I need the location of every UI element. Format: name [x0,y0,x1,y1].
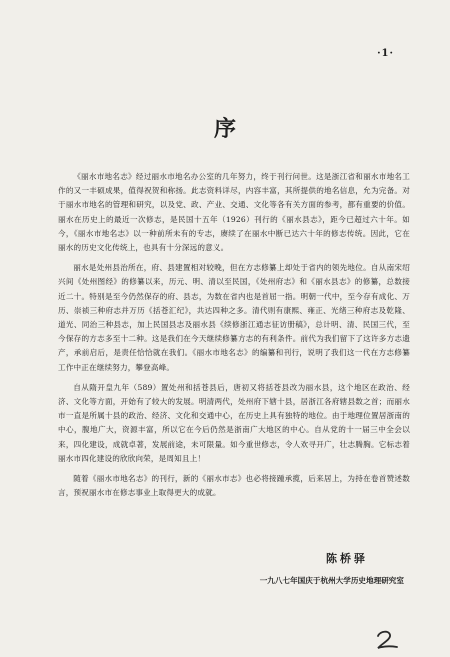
paragraph-2: 丽水是处州县治所在，府、县建置相对较晚，但在方志修纂上却处于省内的领先地位。自从南宋绍兴间《处州图经》的修纂以来，历元、明、清以至民国，《处州府志》和《丽水县志》的修纂，总数接近二十。特别是至今仍然保存的府、县志，为数在省内也是首屈一指。明朝一代中，至今存有成化、万历、崇祯三种府志并万历《括苍汇纪》，共达四种之多。清代则有康熙、雍正、光绪三种府志及乾隆、道光、同治三种县志，加上民国县志及丽水县《续修浙江通志征访册稿》，总计明、清、民国三代，至今保存的方志多至十二种。这是我们在今天继续修纂方志的有利条件。前代为我们留下了这许多方志遗产，承前启后，是责任恰恰就在我们。《丽水市地名志》的编纂和刊行，说明了我们这一代在方志修纂工作中正在继续努力，攀登高峰。 [58,263,410,372]
paragraph-3: 自从隋开皇九年（589）置处州和括苍县后，唐初又将括苍县改为丽水县，这个地区在政治、经济、文化等方面，开始有了较大的发展。明清两代，处州府下辖十县，居浙江各府辖县数之首；而丽水市一直是所属十县的政治、经济、文化和交通中心，在历史上具有独特的地位。由于地理位置居浙南的中心，腹地广大，资源丰富，所以它在今后仍然是浙南广大地区的中心。自从党的十一届三中全会以来，四化建设，成就卓著，发展前途，未可限量。如今重世修志，令人欢寻开广，壮志腾胸。它标志着丽水市四化建设的欣欣向荣，是周知且上！ [58,382,410,463]
page-title: 序 [213,116,236,142]
handwritten-page-mark [374,629,400,651]
signature-affiliation-date: 一九八七年国庆于杭州大学历史地理研究室 [259,576,404,585]
paragraph-1: 《丽水市地名志》经过丽水市地名办公室的几年努力，终于刊行问世。这是浙江省和丽水市地名工作的又一丰硕成果，值得祝贺和称扬。此志资料详尽，内容丰富，其所提供的地名信息，允为完备。对于丽水市地名的管理和研究，以及党、政、产业、交通、文化等各有关方面的参考，都有重要的价值。丽水在历史上的最近一次修志，是民国十五年（1926）刊行的《丽水县志》，距今已超过六十年。如今，《丽水市地名志》以一种前所未有的专志，赓续了在丽水中断已达六十年的修志传统。因此，它在丽水的历史文化传统上，也具有十分深远的意义。 [58,172,410,253]
page-number: ·1· [377,48,394,59]
preface-body [58,170,410,506]
author-signature: 陈桥驿 [326,552,368,565]
paragraph-4: 随着《丽水市地名志》的刊行，新的《丽水市志》也必将接踵承揽，后来居上，为持在卷首赞述数言，预祝丽水市在修志事业上取得更大的成就。 [58,474,410,498]
